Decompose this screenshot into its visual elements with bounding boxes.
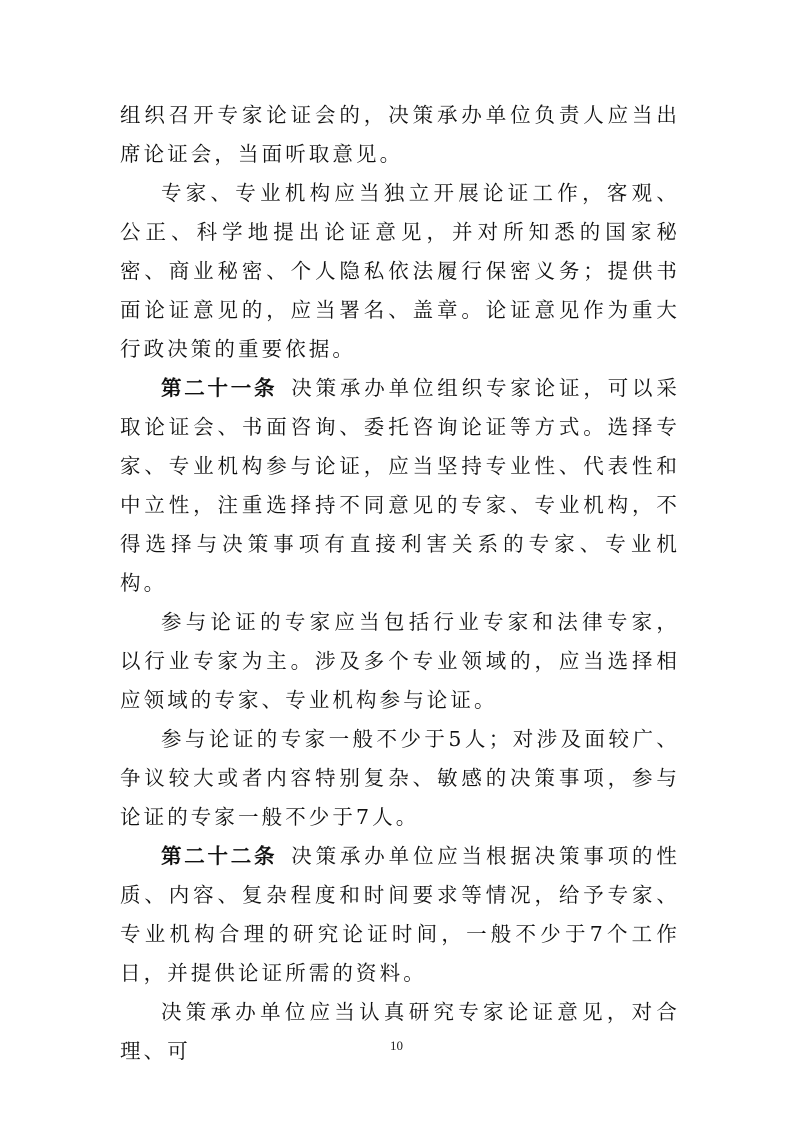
paragraph-text: 决策承办单位组织专家论证，可以采取论证会、书面咨询、委托咨询论证等方式。选择专家、专业机构参与论证，应当坚持专业性、代表性和中立性，注重选择持不同意见的专家、专业机构，不得选择与决策事项有直接利害关系的专家、专业机构。 (120, 376, 681, 595)
paragraph-text: 决策承办单位应当认真研究专家论证意见，对合理、可 (120, 1000, 680, 1063)
page-number: 10 (390, 1038, 403, 1053)
paragraph-1 (120, 96, 680, 174)
paragraph-text: 决策承办单位应当根据决策事项的性质、内容、复杂程度和时间要求等情况，给予专家、专业机构合理的研究论证时间，一般不少于7个工作日，并提供论证所需的资料。 (120, 844, 681, 985)
article-number: 第二十一条 (161, 376, 278, 400)
paragraph-2 (120, 174, 680, 369)
paragraph-4 (120, 603, 680, 720)
article-22-paragraph (120, 837, 680, 993)
body-text (120, 96, 680, 1071)
paragraph-5 (120, 720, 680, 837)
paragraph-7 (120, 993, 680, 1071)
article-21-paragraph (120, 369, 680, 603)
paragraph-text: 参与论证的专家一般不少于5人；对涉及面较广、争议较大或者内容特别复杂、敏感的决策事项，参与论证的专家一般不少于7人。 (120, 727, 680, 829)
paragraph-text: 组织召开专家论证会的，决策承办单位负责人应当出席论证会，当面听取意见。 (120, 103, 680, 166)
paragraph-text: 专家、专业机构应当独立开展论证工作，客观、公正、科学地提出论证意见，并对所知悉的国家秘密、商业秘密、个人隐私依法履行保密义务；提供书面论证意见的，应当署名、盖章。论证意见作为重大行政决策的重要依据。 (120, 181, 680, 361)
article-number: 第二十二条 (161, 844, 278, 868)
paragraph-text: 参与论证的专家应当包括行业专家和法律专家，以行业专家为主。涉及多个专业领域的，应当选择相应领域的专家、专业机构参与论证。 (120, 610, 680, 712)
